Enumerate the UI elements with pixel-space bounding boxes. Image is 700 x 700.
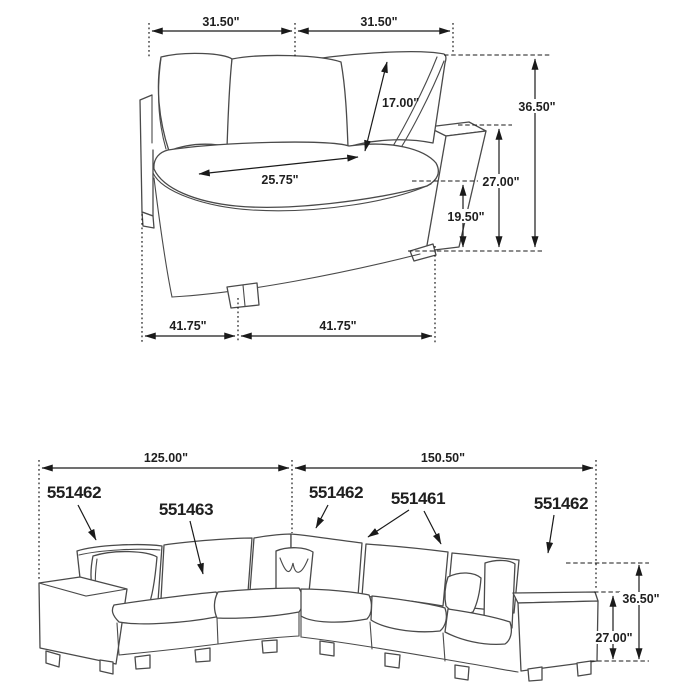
left-foot-3	[262, 640, 277, 653]
back-width-right-label: 31.50"	[360, 15, 398, 29]
right-foot-2	[385, 653, 400, 668]
right-arm-block-front	[518, 601, 598, 671]
sku-right-arm-piece: 551462	[533, 494, 589, 513]
right-foot-1	[320, 641, 334, 656]
left-foot-1	[135, 655, 150, 669]
sectional-arm-height-label: 27.00"	[595, 631, 633, 645]
left-arm-foot-1	[46, 651, 60, 667]
back-width-left-label: 31.50"	[202, 15, 240, 29]
corner-piece-diagram	[140, 15, 558, 343]
left-arm-block	[39, 577, 127, 664]
back-pillow-height-label: 17.00"	[382, 96, 420, 110]
sku-left-arm-piece: 551462	[46, 483, 102, 502]
overall-height-label: 36.50"	[518, 100, 556, 114]
right-arm-front	[426, 131, 486, 251]
left-foot-2	[195, 648, 210, 662]
base-width-left-label: 41.75"	[169, 319, 207, 333]
right-length-label: 150.50"	[420, 451, 466, 465]
corner-seat-cushion	[214, 588, 302, 618]
right-seat-cushion-1	[301, 589, 371, 622]
center-throw-pillow	[227, 55, 348, 148]
left-length-label: 125.00"	[143, 451, 189, 465]
right-arm-foot-1	[528, 667, 542, 681]
arm-height-label: 27.00"	[482, 175, 520, 189]
right-base-seam-1	[370, 622, 372, 649]
sku-arrow-corner-piece	[316, 505, 328, 528]
seat-height-label: 19.50"	[447, 210, 485, 224]
right-arm-foot	[410, 244, 436, 261]
right-arm-foot-2	[577, 661, 591, 676]
sku-arrow-left-arm-piece	[78, 505, 96, 540]
sku-arrow-right-arm-piece	[548, 515, 554, 553]
corner-piece-drawing	[140, 52, 486, 308]
sku-arrow-middle-armless-1	[368, 510, 409, 537]
sectional-overall-height-label: 36.50"	[622, 592, 660, 606]
left-back-panel	[140, 95, 153, 216]
base-width-right-label: 41.75"	[319, 319, 357, 333]
sku-middle-armless: 551461	[390, 489, 446, 508]
right-throw-pillow	[445, 573, 481, 614]
left-back-pillow	[158, 53, 232, 151]
seat-depth-label: 25.75"	[261, 173, 299, 187]
right-base-seam-2	[443, 633, 445, 661]
sku-left-armless: 551463	[158, 500, 214, 519]
sectional-diagram	[39, 451, 663, 681]
sectional-drawing	[39, 534, 598, 681]
sku-corner-piece: 551462	[308, 483, 364, 502]
left-arm-foot-2	[100, 660, 113, 674]
sku-arrow-middle-armless-2	[424, 511, 441, 544]
right-foot-3	[455, 665, 469, 680]
